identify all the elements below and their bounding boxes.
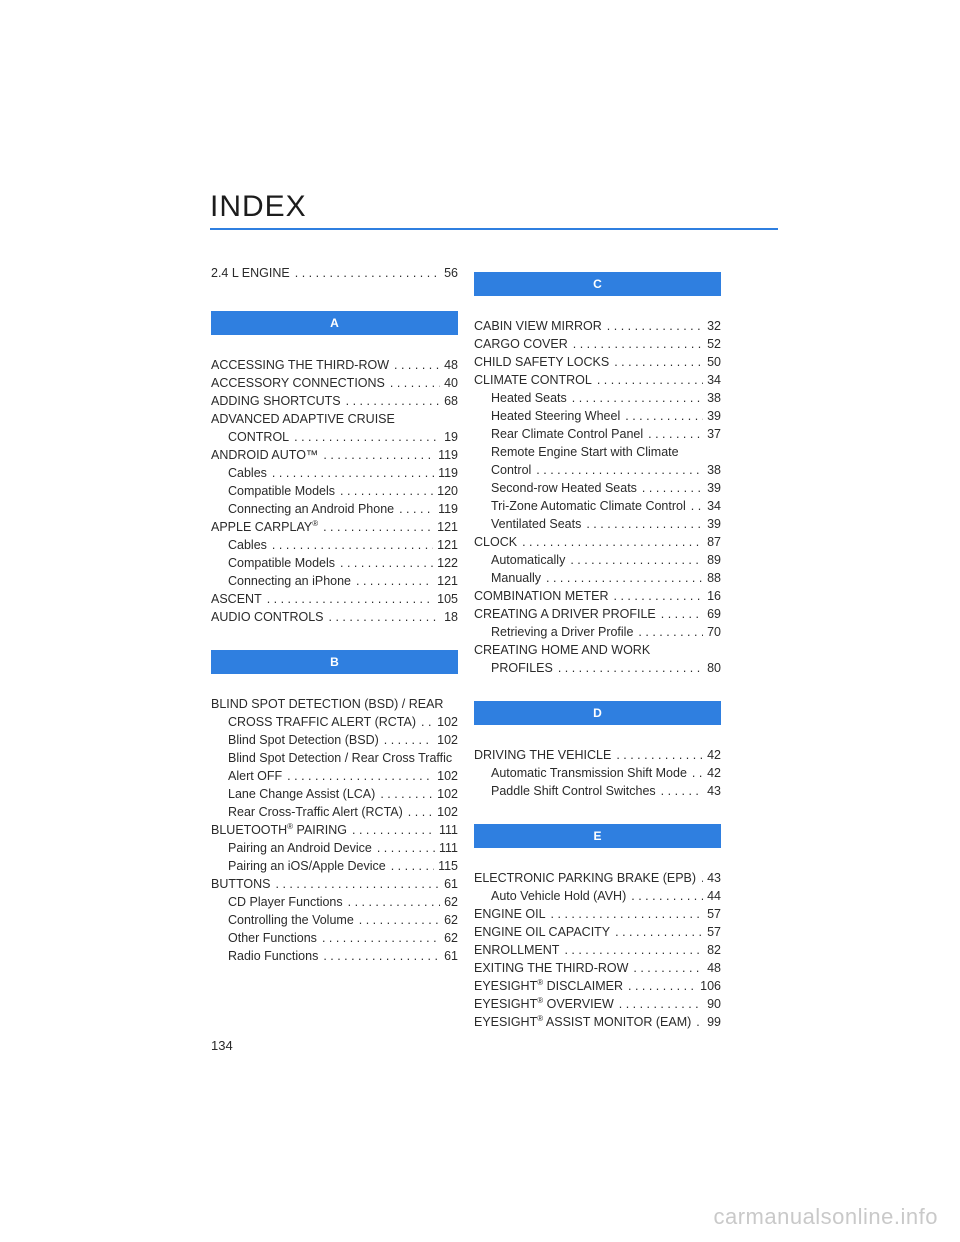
leader-dots bbox=[568, 335, 703, 353]
entry-text-tail: DISCLAIMER bbox=[543, 979, 624, 993]
entry-text: EXITING THE THIRD-ROW bbox=[474, 961, 629, 975]
entry-text: Blind Spot Detection / Rear Cross Traffic bbox=[228, 751, 453, 765]
entry-text: Control bbox=[491, 463, 532, 477]
entry-page: 111 bbox=[438, 841, 458, 855]
index-subentry[interactable] bbox=[211, 929, 458, 947]
index-subentry[interactable] bbox=[474, 389, 721, 407]
entry-text: Heated Steering Wheel bbox=[491, 409, 621, 423]
entry-page: 34 bbox=[707, 373, 721, 387]
leader-dots bbox=[628, 959, 703, 977]
entry-page: 122 bbox=[437, 556, 458, 570]
entry-text: CONTROL bbox=[228, 430, 290, 444]
entry-text: Lane Change Assist (LCA) bbox=[228, 787, 376, 801]
index-entry[interactable] bbox=[474, 371, 721, 389]
entry-page: 99 bbox=[707, 1015, 721, 1029]
entry-text: ACCESSORY CONNECTIONS bbox=[211, 376, 385, 390]
entry-text: Controlling the Volume bbox=[228, 913, 354, 927]
entry-text: Rear Cross-Traffic Alert (RCTA) bbox=[228, 805, 403, 819]
entry-text bbox=[211, 518, 318, 536]
leader-dots bbox=[351, 572, 433, 590]
index-subentry[interactable] bbox=[474, 479, 721, 497]
entry-page: 120 bbox=[437, 484, 458, 498]
entry-page: 38 bbox=[707, 463, 721, 477]
leader-dots bbox=[290, 264, 440, 282]
leader-dots bbox=[691, 1013, 703, 1031]
entry-page: 90 bbox=[707, 997, 721, 1011]
entry-text: Pairing an Android Device bbox=[228, 841, 372, 855]
index-entry[interactable] bbox=[474, 587, 721, 605]
watermark: carmanualsonline.info bbox=[713, 1204, 938, 1229]
page-title: INDEX bbox=[210, 190, 307, 223]
entry-page: 39 bbox=[707, 409, 721, 423]
entry-text: ENROLLMENT bbox=[474, 943, 560, 957]
entry-page: 40 bbox=[444, 376, 458, 390]
leader-dots bbox=[335, 554, 433, 572]
leader-dots bbox=[611, 746, 703, 764]
entry-page: 52 bbox=[707, 337, 721, 351]
entry-page: 89 bbox=[707, 553, 721, 567]
index-entry[interactable] bbox=[211, 590, 458, 608]
entry-page: 102 bbox=[437, 715, 458, 729]
entry-page: 57 bbox=[707, 925, 721, 939]
index-entry[interactable] bbox=[211, 875, 458, 893]
entry-page: 61 bbox=[444, 949, 458, 963]
index-subentry[interactable] bbox=[211, 536, 458, 554]
entry-text: CHILD SAFETY LOCKS bbox=[474, 355, 610, 369]
index-subentry[interactable] bbox=[474, 764, 721, 782]
index-subentry[interactable] bbox=[211, 893, 458, 911]
index-subentry[interactable] bbox=[211, 839, 458, 857]
entry-text: Compatible Models bbox=[228, 556, 335, 570]
leader-dots bbox=[553, 659, 703, 677]
index-subentry[interactable] bbox=[211, 803, 458, 821]
entry-page: 50 bbox=[707, 355, 721, 369]
index-entry[interactable] bbox=[211, 356, 458, 374]
entry-text: Rear Climate Control Panel bbox=[491, 427, 644, 441]
entry-text: Automatic Transmission Shift Mode bbox=[491, 766, 687, 780]
leader-dots bbox=[531, 461, 703, 479]
entry-text: Connecting an iPhone bbox=[228, 574, 352, 588]
entry-text: Remote Engine Start with Climate bbox=[491, 445, 679, 459]
leader-dots bbox=[318, 947, 440, 965]
index-subentry[interactable] bbox=[474, 782, 721, 800]
entry-text: Pairing an iOS/Apple Device bbox=[228, 859, 386, 873]
entry-page: 32 bbox=[707, 319, 721, 333]
entry-page: 43 bbox=[707, 871, 721, 885]
index-column-right bbox=[474, 272, 721, 1031]
leader-dots bbox=[592, 371, 703, 389]
registered-mark: ® bbox=[537, 1013, 544, 1023]
entry-text-tail: PAIRING bbox=[293, 823, 348, 837]
index-entry[interactable] bbox=[211, 264, 458, 282]
entry-text: ADDING SHORTCUTS bbox=[211, 394, 341, 408]
index-entry-continued[interactable] bbox=[211, 428, 458, 446]
entry-text: ASCENT bbox=[211, 592, 262, 606]
entry-text: 2.4 L ENGINE bbox=[211, 266, 290, 280]
entry-page: 61 bbox=[444, 877, 458, 891]
entry-text: Blind Spot Detection (BSD) bbox=[228, 733, 379, 747]
entry-text: Connecting an Android Phone bbox=[228, 502, 395, 516]
entry-text: Other Functions bbox=[228, 931, 317, 945]
leader-dots bbox=[559, 941, 703, 959]
entry-page: 62 bbox=[444, 895, 458, 909]
entry-text: PROFILES bbox=[491, 661, 553, 675]
entry-page: 115 bbox=[438, 859, 458, 873]
entry-page: 42 bbox=[707, 748, 721, 762]
entry-text: Radio Functions bbox=[228, 949, 319, 963]
index-entry[interactable] bbox=[474, 605, 721, 623]
entry-page: 37 bbox=[707, 427, 721, 441]
index-entry[interactable] bbox=[474, 641, 721, 659]
index-entry[interactable] bbox=[474, 923, 721, 941]
entry-text: Heated Seats bbox=[491, 391, 567, 405]
leader-dots bbox=[541, 569, 703, 587]
entry-text: CREATING HOME AND WORK bbox=[474, 643, 651, 657]
index-subentry-continued[interactable] bbox=[474, 461, 721, 479]
index-entry[interactable] bbox=[474, 959, 721, 977]
entry-text: ANDROID AUTO™ bbox=[211, 448, 319, 462]
index-subentry[interactable] bbox=[211, 572, 458, 590]
index-subentry[interactable] bbox=[211, 554, 458, 572]
entry-text: CLIMATE CONTROL bbox=[474, 373, 592, 387]
entry-page: 39 bbox=[707, 481, 721, 495]
leader-dots bbox=[372, 839, 435, 857]
entry-page: 111 bbox=[438, 823, 458, 837]
index-subentry[interactable] bbox=[211, 731, 458, 749]
entry-text: CD Player Functions bbox=[228, 895, 343, 909]
entry-page: 121 bbox=[437, 520, 458, 534]
entry-page: 38 bbox=[707, 391, 721, 405]
entry-page: 121 bbox=[437, 538, 458, 552]
leader-dots bbox=[318, 518, 433, 536]
index-subentry[interactable] bbox=[474, 425, 721, 443]
index-entry[interactable] bbox=[474, 869, 721, 887]
entry-page: 18 bbox=[444, 610, 458, 624]
entry-page: 68 bbox=[444, 394, 458, 408]
index-entry[interactable] bbox=[474, 533, 721, 551]
leader-dots bbox=[416, 713, 433, 731]
entry-text: ENGINE OIL bbox=[474, 907, 546, 921]
leader-dots bbox=[335, 482, 433, 500]
entry-text bbox=[474, 977, 623, 995]
index-entry[interactable] bbox=[211, 695, 458, 713]
index-column-left bbox=[211, 264, 458, 965]
leader-dots bbox=[262, 590, 433, 608]
section-header-d: D bbox=[474, 701, 721, 725]
entry-page: 80 bbox=[707, 661, 721, 675]
index-subentry[interactable] bbox=[474, 407, 721, 425]
leader-dots bbox=[343, 893, 440, 911]
entry-page: 119 bbox=[438, 466, 458, 480]
index-entry[interactable] bbox=[211, 608, 458, 626]
entry-page: 102 bbox=[437, 805, 458, 819]
entry-text-main: BLUETOOTH bbox=[211, 823, 288, 837]
leader-dots bbox=[324, 608, 441, 626]
entry-text: Alert OFF bbox=[228, 769, 283, 783]
index-subentry[interactable] bbox=[211, 857, 458, 875]
leader-dots bbox=[379, 731, 433, 749]
entry-page: 88 bbox=[707, 571, 721, 585]
index-entry[interactable] bbox=[474, 335, 721, 353]
entry-text-main: EYESIGHT bbox=[474, 1015, 538, 1029]
leader-dots bbox=[626, 887, 703, 905]
leader-dots bbox=[637, 479, 703, 497]
leader-dots bbox=[609, 353, 703, 371]
entry-text: Automatically bbox=[491, 553, 566, 567]
leader-dots bbox=[267, 464, 434, 482]
entry-text: BLIND SPOT DETECTION (BSD) / REAR bbox=[211, 697, 444, 711]
entry-text: Tri-Zone Automatic Climate Control bbox=[491, 499, 686, 513]
entry-page: 102 bbox=[437, 769, 458, 783]
entry-text: Second-row Heated Seats bbox=[491, 481, 637, 495]
leader-dots bbox=[389, 356, 440, 374]
entry-text: ADVANCED ADAPTIVE CRUISE bbox=[211, 412, 395, 426]
index-subentry[interactable] bbox=[474, 623, 721, 641]
entry-text: Cables bbox=[228, 466, 267, 480]
entry-text: BUTTONS bbox=[211, 877, 271, 891]
entry-text: Paddle Shift Control Switches bbox=[491, 784, 656, 798]
index-subentry[interactable] bbox=[211, 464, 458, 482]
leader-dots bbox=[686, 497, 703, 515]
section-header-c: C bbox=[474, 272, 721, 296]
entry-page: 43 bbox=[707, 784, 721, 798]
entry-page: 16 bbox=[707, 589, 721, 603]
index-subentry[interactable] bbox=[474, 515, 721, 533]
entry-page: 57 bbox=[707, 907, 721, 921]
index-entry[interactable] bbox=[474, 353, 721, 371]
entry-text: CARGO COVER bbox=[474, 337, 568, 351]
section-header-e: E bbox=[474, 824, 721, 848]
entry-page: 39 bbox=[707, 517, 721, 531]
index-entry[interactable] bbox=[474, 317, 721, 335]
entry-text bbox=[211, 821, 347, 839]
entry-text: CLOCK bbox=[474, 535, 518, 549]
entry-text: ENGINE OIL CAPACITY bbox=[474, 925, 611, 939]
leader-dots bbox=[385, 374, 440, 392]
entry-text: Compatible Models bbox=[228, 484, 335, 498]
leader-dots bbox=[318, 446, 434, 464]
entry-text: AUDIO CONTROLS bbox=[211, 610, 324, 624]
entry-text-tail: ASSIST MONITOR (EAM) bbox=[543, 1015, 692, 1029]
index-entry[interactable] bbox=[211, 392, 458, 410]
registered-mark: ® bbox=[537, 977, 544, 987]
entry-page: 62 bbox=[444, 931, 458, 945]
leader-dots bbox=[581, 515, 703, 533]
index-subentry[interactable] bbox=[474, 551, 721, 569]
leader-dots bbox=[341, 392, 440, 410]
index-entry[interactable] bbox=[474, 1013, 721, 1031]
entry-page: 19 bbox=[444, 430, 458, 444]
leader-dots bbox=[567, 389, 703, 407]
index-subentry[interactable] bbox=[474, 497, 721, 515]
entry-text: Ventilated Seats bbox=[491, 517, 582, 531]
index-entry[interactable] bbox=[211, 518, 458, 536]
entry-page: 102 bbox=[437, 733, 458, 747]
section-header-b: B bbox=[211, 650, 458, 674]
index-subentry[interactable] bbox=[211, 947, 458, 965]
page-number: 134 bbox=[211, 1038, 233, 1053]
leader-dots bbox=[354, 911, 440, 929]
entry-page: 102 bbox=[437, 787, 458, 801]
entry-text: ACCESSING THE THIRD-ROW bbox=[211, 358, 390, 372]
index-entry[interactable] bbox=[474, 977, 721, 995]
registered-mark: ® bbox=[312, 518, 319, 528]
title-divider bbox=[210, 228, 778, 230]
leader-dots bbox=[609, 587, 704, 605]
index-entry[interactable] bbox=[474, 941, 721, 959]
entry-page: 70 bbox=[707, 625, 721, 639]
registered-mark: ® bbox=[287, 821, 294, 831]
index-subentry-continued[interactable] bbox=[211, 767, 458, 785]
entry-text: Cables bbox=[228, 538, 267, 552]
entry-page: 121 bbox=[437, 574, 458, 588]
entry-text: DRIVING THE VEHICLE bbox=[474, 748, 612, 762]
index-subentry[interactable] bbox=[474, 887, 721, 905]
index-entry[interactable] bbox=[211, 374, 458, 392]
entry-text-main: EYESIGHT bbox=[474, 997, 538, 1011]
index-entry[interactable] bbox=[211, 821, 458, 839]
leader-dots bbox=[289, 428, 440, 446]
entry-text: Manually bbox=[491, 571, 542, 585]
index-entry[interactable] bbox=[474, 746, 721, 764]
entry-page: 34 bbox=[707, 499, 721, 513]
entry-page: 44 bbox=[707, 889, 721, 903]
entry-page: 48 bbox=[444, 358, 458, 372]
leader-dots bbox=[403, 803, 433, 821]
entry-page: 48 bbox=[707, 961, 721, 975]
leader-dots bbox=[267, 536, 433, 554]
leader-dots bbox=[282, 767, 433, 785]
index-subentry[interactable] bbox=[474, 443, 721, 461]
leader-dots bbox=[375, 785, 433, 803]
entry-text: CREATING A DRIVER PROFILE bbox=[474, 607, 656, 621]
leader-dots bbox=[623, 977, 696, 995]
leader-dots bbox=[347, 821, 435, 839]
leader-dots bbox=[517, 533, 703, 551]
registered-mark: ® bbox=[537, 995, 544, 1005]
leader-dots bbox=[386, 857, 434, 875]
leader-dots bbox=[317, 929, 440, 947]
entry-page: 106 bbox=[700, 979, 721, 993]
leader-dots bbox=[271, 875, 441, 893]
entry-page: 62 bbox=[444, 913, 458, 927]
section-header-a: A bbox=[211, 311, 458, 335]
leader-dots bbox=[546, 905, 704, 923]
leader-dots bbox=[602, 317, 703, 335]
entry-text: CABIN VIEW MIRROR bbox=[474, 319, 602, 333]
leader-dots bbox=[565, 551, 703, 569]
entry-page: 105 bbox=[437, 592, 458, 606]
entry-page: 87 bbox=[707, 535, 721, 549]
index-entry[interactable] bbox=[474, 995, 721, 1013]
entry-text: COMBINATION METER bbox=[474, 589, 609, 603]
index-entry-continued[interactable] bbox=[211, 713, 458, 731]
entry-text: Auto Vehicle Hold (AVH) bbox=[491, 889, 627, 903]
entry-text bbox=[474, 995, 614, 1013]
leader-dots bbox=[656, 605, 703, 623]
leader-dots bbox=[633, 623, 703, 641]
entry-page: 56 bbox=[444, 266, 458, 280]
index-subentry[interactable] bbox=[211, 500, 458, 518]
entry-page: 42 bbox=[707, 766, 721, 780]
entry-text: Retrieving a Driver Profile bbox=[491, 625, 634, 639]
leader-dots bbox=[643, 425, 703, 443]
entry-page: 119 bbox=[438, 448, 458, 462]
leader-dots bbox=[610, 923, 703, 941]
entry-text-tail: OVERVIEW bbox=[543, 997, 614, 1011]
entry-text: CROSS TRAFFIC ALERT (RCTA) bbox=[228, 715, 416, 729]
entry-page: 69 bbox=[707, 607, 721, 621]
entry-text-main: EYESIGHT bbox=[474, 979, 538, 993]
leader-dots bbox=[687, 764, 703, 782]
leader-dots bbox=[656, 782, 703, 800]
entry-page: 119 bbox=[438, 502, 458, 516]
index-subentry[interactable] bbox=[211, 482, 458, 500]
entry-page: 82 bbox=[707, 943, 721, 957]
leader-dots bbox=[696, 869, 703, 887]
leader-dots bbox=[394, 500, 434, 518]
index-subentry[interactable] bbox=[211, 749, 458, 767]
index-subentry[interactable] bbox=[211, 911, 458, 929]
entry-text-main: APPLE CARPLAY bbox=[211, 520, 313, 534]
index-subentry[interactable] bbox=[211, 785, 458, 803]
leader-dots bbox=[620, 407, 703, 425]
entry-text bbox=[474, 1013, 691, 1031]
index-entry-continued[interactable] bbox=[474, 659, 721, 677]
index-entry[interactable] bbox=[211, 410, 458, 428]
entry-text: ELECTRONIC PARKING BRAKE (EPB) bbox=[474, 871, 697, 885]
index-entry[interactable] bbox=[211, 446, 458, 464]
index-entry[interactable] bbox=[474, 905, 721, 923]
index-subentry[interactable] bbox=[474, 569, 721, 587]
leader-dots bbox=[614, 995, 703, 1013]
